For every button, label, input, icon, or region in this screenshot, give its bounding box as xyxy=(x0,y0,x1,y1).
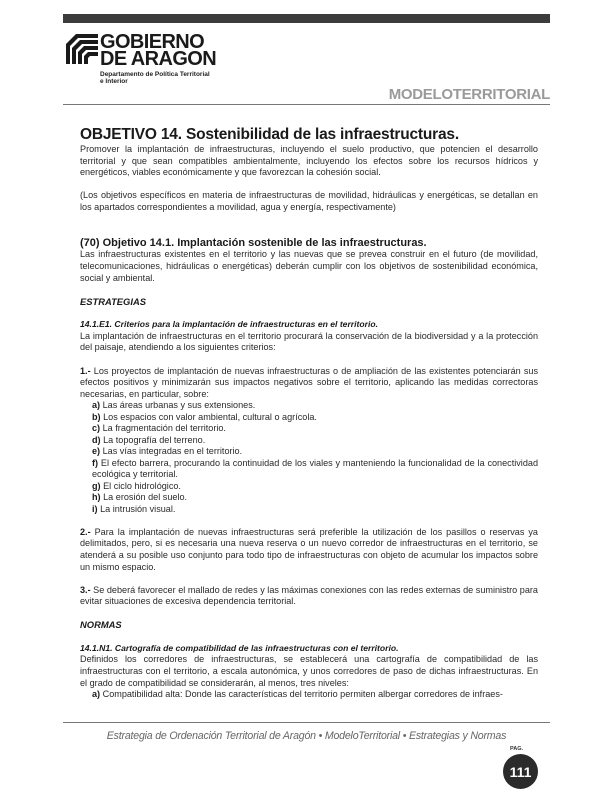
list-item-letter: i) xyxy=(92,503,98,514)
list-item xyxy=(92,504,538,516)
list-item-letter: d) xyxy=(92,434,101,445)
list-item-letter: h) xyxy=(92,492,101,503)
strategy-e1-paragraph: La implantación de infraestructuras en el territorio procurará la conservación de la biodiversidad y a la protección del paisaje, atendiendo a los siguientes criterios: xyxy=(80,330,538,353)
list-item-text: La erosión del suelo. xyxy=(100,492,188,503)
logo-title-line2: DE ARAGON xyxy=(100,48,217,70)
criterion-1-number: 1.- xyxy=(80,365,91,376)
strategy-e1-heading: 14.1.E1. Criterios para la implantación de infraestructuras en el territorio. xyxy=(80,319,379,330)
list-item-letter: g) xyxy=(92,480,101,491)
objective-paragraph: Las infraestructuras existentes en el territorio y las nuevas que se prevea construir en el futuro (de movilidad, telecomunicaciones, hidráulicas o energéticas) deberán cumplir con los objetivos de sostenibilidad económica, social y ambiental. xyxy=(80,249,538,283)
top-bar xyxy=(63,14,550,23)
page-label: PAG. xyxy=(510,746,524,752)
criterion-2-number: 2.- xyxy=(80,526,91,537)
list-item-text: El efecto barrera, procurando la continuidad de los viales y manteniendo la funcionalidad de la conectividad ecológica y territorial. xyxy=(92,457,538,480)
list-item-text: Compatibilidad alta: Donde las características del territorio permiten albergar corredores de infraes- xyxy=(100,689,503,700)
objective-heading: (70) Objetivo 14.1. Implantación sostenible de las infraestructuras. xyxy=(80,237,427,250)
norm-n1-list xyxy=(80,689,538,701)
gobierno-aragon-logo xyxy=(66,31,266,91)
list-item xyxy=(92,458,538,481)
criterion-3-text: Se deberá favorecer el mallado de redes y las máximas conexiones con las redes externas de suministro para evitar situaciones de excesiva dependencia territorial. xyxy=(80,584,538,607)
criterion-1-text: Los proyectos de implantación de nuevas infraestructuras o de ampliación de las existentes potenciarán sus efectos positivos y minimizarán sus impactos negativos sobre el territorio, aplicando las medidas correctoras necesarias, en particular, sobre: xyxy=(80,365,538,399)
intro-paragraph: Promover la implantación de infraestructuras, incluyendo el suelo productivo, que potencien el desarrollo territorial y que sean compatibles ambientalmente, incluyendo los efectos sobre los recursos hídricos y energéticos, viables económicamente y que favorezcan la cohesión social. xyxy=(80,144,538,178)
aragon-emblem-icon xyxy=(66,34,98,64)
criterion-1 xyxy=(80,366,538,401)
criterion-3-number: 3.- xyxy=(80,584,91,595)
list-item-letter: f) xyxy=(92,457,99,468)
list-item xyxy=(92,435,538,447)
list-item-text: Las áreas urbanas y sus extensiones. xyxy=(100,400,256,411)
list-item-letter: b) xyxy=(92,411,101,422)
list-item-text: La fragmentación del territorio. xyxy=(100,423,226,434)
list-item xyxy=(92,423,538,435)
list-item-text: Los espacios con valor ambiental, cultural o agrícola. xyxy=(100,411,317,422)
list-item xyxy=(92,412,538,424)
list-item xyxy=(92,689,538,701)
footer-text: Estrategia de Ordenación Territorial de Aragón • ModeloTerritorial • Estrategias y Normas xyxy=(106,730,507,742)
norms-heading: NORMAS xyxy=(80,619,122,631)
list-item xyxy=(92,400,538,412)
list-item-text: La topografía del terreno. xyxy=(100,434,206,445)
criterion-3 xyxy=(80,585,538,608)
logo-subtitle-line1: Departamento de Política Territorial xyxy=(100,71,210,78)
list-item-text: La intrusión visual. xyxy=(97,503,176,514)
list-item-letter: a) xyxy=(92,689,101,700)
section-title: MODELOTERRITORIAL xyxy=(388,86,550,103)
logo-subtitle-line2: e Interior xyxy=(100,78,128,85)
page-number-badge: 111 xyxy=(503,754,538,789)
list-item xyxy=(92,446,538,458)
header-divider xyxy=(63,104,550,105)
logo-title-line1: GOBIERNO xyxy=(100,31,205,53)
norm-n1-paragraph: Definidos los corredores de infraestructuras, se establecerá una cartografía de compatibilidad de las infraestructuras con el territorio, a escala autonómica, y unos corredores de paso de dichas infraestructuras. En el grado de compatibilidad se considerarán, al menos, tres niveles: xyxy=(80,654,538,688)
footer-divider xyxy=(63,722,550,723)
list-item xyxy=(92,481,538,493)
page-title: OBJETIVO 14. Sostenibilidad de las infraestructuras. xyxy=(80,126,459,143)
criterion-1-list xyxy=(80,400,538,515)
list-item-letter: c) xyxy=(92,423,101,434)
intro-note: (Los objetivos específicos en materia de infraestructuras de movilidad, hidráulicas y energéticas, se detallan en los apartados correspondientes a movilidad, agua y energía, respectivamente) xyxy=(80,190,538,212)
list-item-text: El ciclo hidrológico. xyxy=(100,480,181,491)
list-item-letter: e) xyxy=(92,446,101,457)
list-item-text: Las vías integradas en el territorio. xyxy=(100,446,243,457)
norm-n1-heading: 14.1.N1. Cartografía de compatibilidad de las infraestructuras con el territorio. xyxy=(80,642,399,653)
list-item-letter: a) xyxy=(92,400,101,411)
strategies-heading: ESTRATEGIAS xyxy=(80,295,146,307)
criterion-2-text: Para la implantación de nuevas infraestructuras será preferible la utilización de los pasillos o reservas ya delimitados, pero, si es necesaria una nueva reserva o un nuevo corredor de infraestructuras en el territorio, se atenderá a su posible uso conjunto para todo tipo de infraestructuras con objeto de acumular los impactos sobre un mismo espacio. xyxy=(80,526,538,572)
logo-subtitle xyxy=(100,71,210,85)
list-item xyxy=(92,492,538,504)
criterion-2 xyxy=(80,527,538,573)
main-content xyxy=(80,126,538,701)
